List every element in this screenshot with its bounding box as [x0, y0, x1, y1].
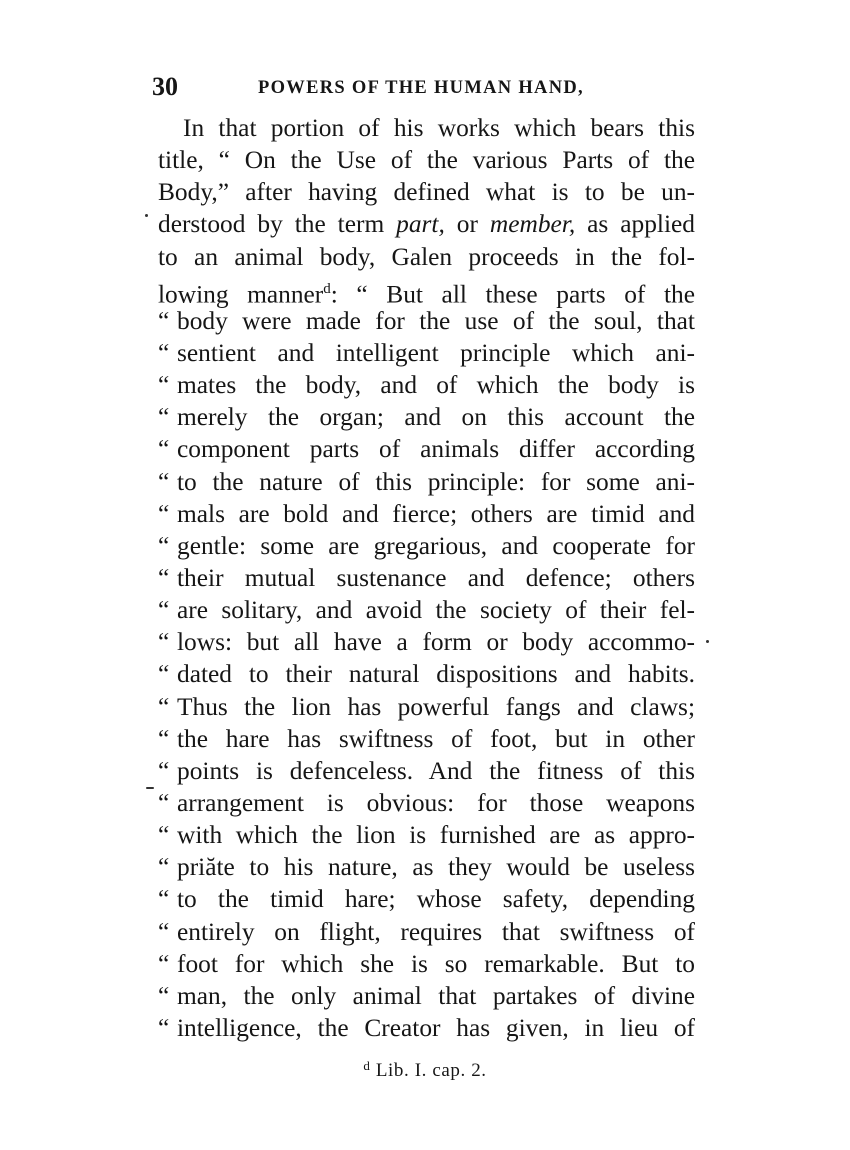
print-speck [706, 640, 709, 643]
quotation-mark: “ [158, 563, 170, 592]
quotation-mark: “ [158, 467, 170, 496]
text-line [158, 498, 695, 530]
line-text: sentient and intelligent principle which ani- [177, 338, 695, 367]
quotation-mark: “ [158, 628, 170, 657]
running-head [152, 70, 697, 104]
quotation-mark: “ [158, 403, 170, 432]
print-speck [146, 787, 154, 789]
page-number: 30 [152, 72, 178, 101]
line-text: or [444, 210, 490, 239]
quotation-mark: “ [158, 1013, 170, 1042]
line-text: to the timid hare; whose safety, depending [177, 885, 695, 914]
line-text: arrangement is obvious: for those weapons [177, 788, 695, 817]
line-text: In that portion of his works which bears this [183, 114, 695, 142]
quotation-mark: “ [158, 756, 170, 785]
body-text [158, 112, 695, 1044]
quotation-mark: “ [158, 821, 170, 850]
line-text: : “ But all these parts of the [330, 280, 695, 309]
line-text: merely the organ; and on this account the [177, 403, 695, 432]
quotation-mark: “ [158, 435, 170, 464]
text-line [158, 626, 695, 658]
line-text: derstood by the term [158, 210, 397, 239]
text-line [158, 176, 695, 208]
line-text: as applied [575, 210, 695, 239]
text-line [158, 273, 695, 309]
line-text: mals are bold and fierce; others are timid and [177, 499, 695, 528]
line-text: lows: but all have a form or body accommo- [177, 628, 695, 657]
quotation-mark: “ [158, 499, 170, 528]
footnote-reference: d [323, 280, 331, 297]
line-text: to the nature of this principle: for some ani- [177, 467, 695, 496]
quotation-mark: “ [158, 981, 170, 1010]
line-text: dated to their natural dispositions and habits. [177, 660, 695, 689]
text-line [158, 883, 695, 915]
quotation-mark: “ [158, 371, 170, 400]
footnote [0, 1054, 850, 1083]
line-text: Thus the lion has powerful fangs and claws; [177, 692, 695, 721]
quotation-mark: “ [158, 885, 170, 914]
text-line [158, 562, 695, 594]
italic-term-member: member, [489, 210, 576, 239]
quotation-mark: “ [158, 692, 170, 721]
line-text: to an animal body, Galen proceeds in the fol- [158, 242, 695, 271]
quotation-mark: “ [158, 596, 170, 625]
text-line [158, 305, 695, 337]
text-line [158, 401, 695, 433]
text-line [158, 112, 695, 144]
quotation-mark: “ [158, 660, 170, 689]
text-line [158, 787, 695, 819]
quotation-mark: “ [158, 917, 170, 946]
quotation-mark: “ [158, 531, 170, 560]
text-line [158, 466, 695, 498]
line-text: lowing manner [158, 280, 324, 309]
quotation-mark: “ [158, 853, 170, 882]
line-text: with which the lion is furnished are as appro- [177, 821, 695, 850]
text-line [158, 691, 695, 723]
text-line [158, 594, 695, 626]
line-text: foot for which she is so remarkable. But to [177, 949, 695, 978]
line-text: component parts of animals differ according [177, 435, 695, 464]
line-text: points is defenceless. And the fitness of this [177, 756, 695, 785]
text-line [158, 658, 695, 690]
quotation-mark: “ [158, 724, 170, 753]
footnote-mark: d [363, 1058, 371, 1073]
line-text: are solitary, and avoid the society of their fel- [177, 596, 695, 625]
text-line [158, 530, 695, 562]
text-line [158, 723, 695, 755]
quotation-mark: “ [158, 338, 170, 367]
line-text: gentle: some are gregarious, and cooperate for [177, 531, 695, 560]
line-text: priăte to his nature, as they would be useless [177, 853, 695, 882]
line-text: Body,” after having defined what is to be un- [158, 178, 695, 207]
running-title: POWERS OF THE HUMAN HAND, [258, 78, 584, 98]
line-text: intelligence, the Creator has given, in lieu of [177, 1013, 695, 1042]
text-line [158, 144, 695, 176]
text-line [158, 916, 695, 948]
quotation-mark: “ [158, 788, 170, 817]
footnote-text: Lib. I. cap. 2. [375, 1060, 487, 1081]
line-text: mates the body, and of which the body is [177, 371, 695, 400]
line-text: title, “ On the Use of the various Parts of the [158, 146, 695, 175]
text-line [158, 337, 695, 369]
line-text: the hare has swiftness of foot, but in other [177, 724, 695, 753]
text-line [158, 369, 695, 401]
text-line [158, 948, 695, 980]
line-text: man, the only animal that partakes of divine [177, 981, 695, 1010]
text-line [158, 1012, 695, 1044]
text-line [158, 241, 695, 273]
text-line [158, 433, 695, 465]
quotation-mark: “ [158, 306, 170, 335]
text-line [158, 980, 695, 1012]
quotation-mark: “ [158, 949, 170, 978]
text-line [158, 755, 695, 787]
italic-term-part: part, [396, 210, 445, 239]
print-speck [145, 214, 148, 217]
text-line [158, 819, 695, 851]
line-text: their mutual sustenance and defence; others [177, 563, 695, 592]
line-text: entirely on flight, requires that swiftness of [177, 917, 695, 946]
text-line [158, 208, 695, 240]
text-line [158, 851, 695, 883]
line-text: body were made for the use of the soul, that [177, 306, 695, 335]
